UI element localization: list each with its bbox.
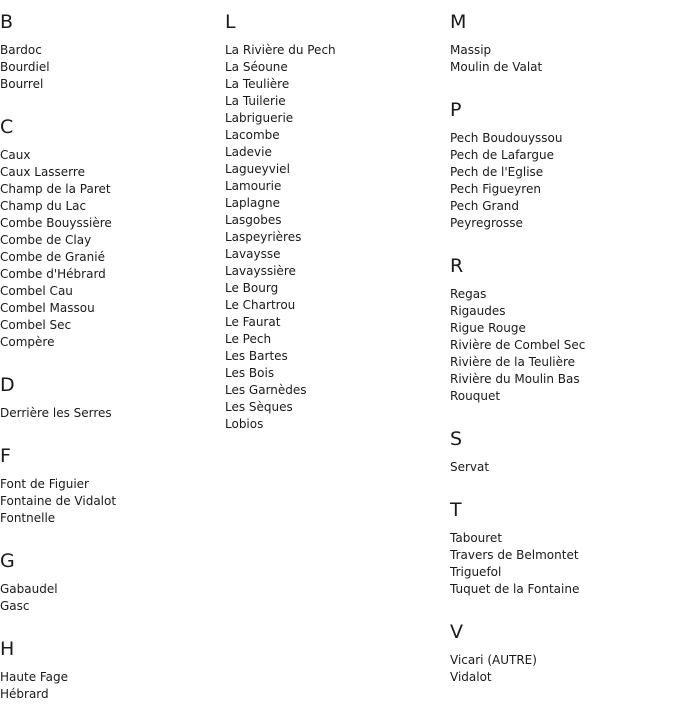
place-name-link[interactable]: Caux (0, 148, 31, 162)
place-name-link[interactable]: Hébrard (0, 687, 49, 701)
place-list (450, 459, 670, 476)
letter-group-b (0, 10, 220, 93)
place-name-link[interactable]: Combel Massou (0, 301, 95, 315)
letter-heading: R (450, 255, 464, 277)
index-column-2 (225, 10, 445, 455)
place-name-link[interactable]: Derrière les Serres (0, 406, 112, 420)
letter-heading: B (0, 11, 14, 33)
place-name-link[interactable]: Lasgobes (225, 213, 282, 227)
letter-group-h (0, 637, 220, 703)
letter-group-t (450, 498, 670, 598)
place-name-link[interactable]: Rivière de Combel Sec (450, 338, 586, 352)
place-name-link[interactable]: Lamourie (225, 179, 282, 193)
place-name-link[interactable]: La Tuilerie (225, 94, 286, 108)
place-name-link[interactable]: Triguefol (450, 565, 502, 579)
place-name-link[interactable]: Caux Lasserre (0, 165, 85, 179)
letter-heading: C (0, 116, 14, 138)
place-name-link[interactable]: Rigaudes (450, 304, 506, 318)
place-name-link[interactable]: Lavayssière (225, 264, 296, 278)
place-name-link[interactable]: Les Bartes (225, 349, 288, 363)
place-name-link[interactable]: Vidalot (450, 670, 492, 684)
place-list (450, 286, 670, 405)
index-column-1 (0, 10, 220, 725)
letter-heading: L (225, 11, 236, 33)
letter-group-m (450, 10, 670, 76)
letter-heading: T (450, 499, 462, 521)
place-name-link[interactable]: Laspeyrières (225, 230, 302, 244)
letter-group-v (450, 620, 670, 686)
letter-heading: H (0, 638, 15, 660)
place-list (225, 42, 445, 433)
place-list (450, 42, 670, 76)
place-name-link[interactable]: Laplagne (225, 196, 280, 210)
place-name-link[interactable]: Bourdiel (0, 60, 50, 74)
place-name-link[interactable]: Combe de Granié (0, 250, 105, 264)
place-list (0, 147, 220, 351)
place-name-link[interactable]: Les Sèques (225, 400, 293, 414)
letter-heading: F (0, 445, 11, 467)
place-name-link[interactable]: Lacombe (225, 128, 280, 142)
place-name-link[interactable]: Lagueyviel (225, 162, 290, 176)
place-name-link[interactable]: Fontaine de Vidalot (0, 494, 117, 508)
letter-heading: G (0, 550, 15, 572)
letter-group-c (0, 115, 220, 351)
letter-heading: S (450, 428, 463, 450)
place-name-link[interactable]: Tuquet de la Fontaine (450, 582, 580, 596)
place-name-link[interactable]: Moulin de Valat (450, 60, 543, 74)
place-name-link[interactable]: Le Pech (225, 332, 272, 346)
place-name-link[interactable]: Champ du Lac (0, 199, 87, 213)
letter-heading: P (450, 99, 462, 121)
place-list (0, 581, 220, 615)
place-name-link[interactable]: Pech Grand (450, 199, 520, 213)
place-name-link[interactable]: Peyregrosse (450, 216, 523, 230)
letter-group-r (450, 254, 670, 405)
place-name-link[interactable]: Le Faurat (225, 315, 281, 329)
place-name-link[interactable]: Lavaysse (225, 247, 281, 261)
letter-group-g (0, 549, 220, 615)
place-name-link[interactable]: Regas (450, 287, 487, 301)
place-name-link[interactable]: Tabouret (450, 531, 503, 545)
place-name-link[interactable]: Combel Sec (0, 318, 72, 332)
place-name-link[interactable]: Rigue Rouge (450, 321, 526, 335)
place-name-link[interactable]: La Séoune (225, 60, 288, 74)
place-name-link[interactable]: Bourrel (0, 77, 44, 91)
place-name-link[interactable]: Travers de Belmontet (450, 548, 579, 562)
place-name-link[interactable]: Bardoc (0, 43, 42, 57)
letter-heading: V (450, 621, 463, 643)
letter-group-s (450, 427, 670, 476)
place-name-link[interactable]: Haute Fage (0, 670, 69, 684)
place-name-link[interactable]: Pech de l'Eglise (450, 165, 544, 179)
place-name-link[interactable]: Compère (0, 335, 55, 349)
place-name-link[interactable]: Champ de la Paret (0, 182, 111, 196)
place-list (450, 652, 670, 686)
place-name-link[interactable]: Combe de Clay (0, 233, 92, 247)
place-name-link[interactable]: Rivière de la Teulière (450, 355, 576, 369)
place-list (0, 42, 220, 93)
place-name-link[interactable]: Ladevie (225, 145, 272, 159)
place-name-link[interactable]: Combe Bouyssière (0, 216, 112, 230)
place-name-link[interactable]: Font de Figuier (0, 477, 89, 491)
place-name-link[interactable]: Fontnelle (0, 511, 56, 525)
place-name-link[interactable]: Gabaudel (0, 582, 58, 596)
place-name-link[interactable]: Pech Figueyren (450, 182, 541, 196)
place-name-link[interactable]: Labriguerie (225, 111, 294, 125)
place-name-link[interactable]: Rouquet (450, 389, 501, 403)
letter-heading: D (0, 374, 15, 396)
letter-heading: M (450, 11, 467, 33)
place-name-link[interactable]: Vicari (AUTRE) (450, 653, 537, 667)
letter-group-d (0, 373, 220, 422)
place-name-link[interactable]: Massip (450, 43, 492, 57)
place-list (450, 130, 670, 232)
letter-group-f (0, 444, 220, 527)
place-name-link[interactable]: Rivière du Moulin Bas (450, 372, 580, 386)
place-name-link[interactable]: Servat (450, 460, 490, 474)
index-column-3 (450, 10, 670, 708)
place-list (0, 669, 220, 703)
place-name-link[interactable]: Pech de Lafargue (450, 148, 554, 162)
place-name-link[interactable]: Les Garnèdes (225, 383, 307, 397)
place-name-link[interactable]: Gasc (0, 599, 30, 613)
place-list (0, 405, 220, 422)
place-name-link[interactable]: Les Bois (225, 366, 275, 380)
place-name-link[interactable]: Le Chartrou (225, 298, 296, 312)
place-list (450, 530, 670, 598)
place-list (0, 476, 220, 527)
place-name-link[interactable]: Combel Cau (0, 284, 73, 298)
place-name-link[interactable]: La Teulière (225, 77, 290, 91)
place-name-link[interactable]: La Rivière du Pech (225, 43, 336, 57)
place-name-link[interactable]: Lobios (225, 417, 264, 431)
letter-group-p (450, 98, 670, 232)
place-name-link[interactable]: Combe d'Hébrard (0, 267, 106, 281)
letter-group-l (225, 10, 445, 433)
place-name-link[interactable]: Le Bourg (225, 281, 279, 295)
place-name-link[interactable]: Pech Boudouyssou (450, 131, 563, 145)
